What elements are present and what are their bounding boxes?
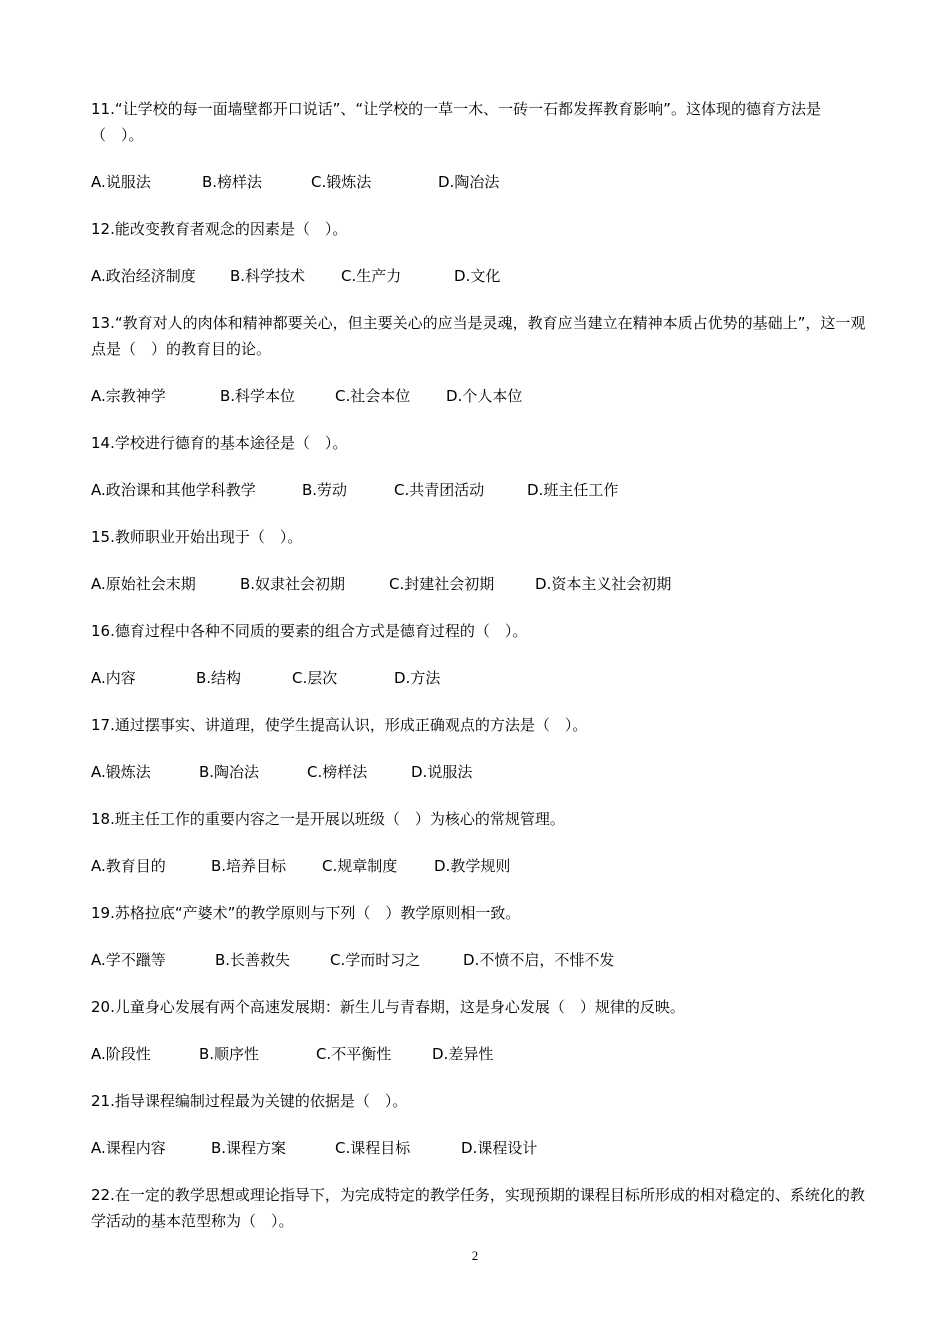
option-a: A.原始社会末期: [91, 575, 196, 593]
answer-options: [91, 947, 871, 973]
option-b: B.奴隶社会初期: [240, 575, 346, 593]
option-d: D.方法: [394, 669, 441, 687]
option-d: D.个人本位: [446, 387, 523, 405]
option-d: D.差异性: [432, 1045, 494, 1063]
option-a: A.锻炼法: [91, 763, 151, 781]
question-list: [91, 96, 871, 1234]
option-b: B.劳动: [302, 481, 348, 499]
option-b: B.结构: [196, 669, 242, 687]
question-stem: 21.指导课程编制过程最为关键的依据是（ ）。: [91, 1092, 408, 1110]
option-a: A.说服法: [91, 173, 151, 191]
option-d: D.不愤不启，不悱不发: [463, 951, 615, 969]
answer-options: [91, 263, 871, 289]
option-a: A.内容: [91, 669, 136, 687]
page-number: 2: [471, 1248, 479, 1263]
option-c: C.社会本位: [335, 387, 411, 405]
option-c: C.封建社会初期: [389, 575, 495, 593]
option-b: B.课程方案: [211, 1139, 287, 1157]
answer-options: [91, 169, 871, 195]
option-d: D.班主任工作: [527, 481, 619, 499]
option-a: A.阶段性: [91, 1045, 151, 1063]
option-d: D.资本主义社会初期: [535, 575, 672, 593]
option-c: C.共青团活动: [394, 481, 485, 499]
option-a: A.学不躐等: [91, 951, 166, 969]
question-stem: 14.学校进行德育的基本途径是（ ）。: [91, 434, 348, 452]
option-b: B.榜样法: [202, 173, 263, 191]
option-c: C.榜样法: [307, 763, 368, 781]
option-d: D.课程设计: [461, 1139, 538, 1157]
question-stem: 12.能改变教育者观念的因素是（ ）。: [91, 220, 348, 238]
option-a: A.课程内容: [91, 1139, 166, 1157]
question-stem: 16.德育过程中各种不同质的要素的组合方式是德育过程的（ ）。: [91, 622, 528, 640]
option-d: D.陶冶法: [438, 173, 500, 191]
option-c: C.锻炼法: [311, 173, 372, 191]
option-a: A.教育目的: [91, 857, 166, 875]
option-d: D.文化: [454, 267, 501, 285]
answer-options: [91, 477, 871, 503]
answer-options: [91, 665, 871, 691]
option-c: C.规章制度: [322, 857, 398, 875]
option-b: B.陶冶法: [199, 763, 260, 781]
option-b: B.顺序性: [199, 1045, 260, 1063]
answer-options: [91, 759, 871, 785]
option-c: C.层次: [292, 669, 338, 687]
option-a: A.宗教神学: [91, 387, 166, 405]
option-c: C.课程目标: [335, 1139, 411, 1157]
option-b: B.科学本位: [220, 387, 296, 405]
option-a: A.政治课和其他学科教学: [91, 481, 256, 499]
option-d: D.说服法: [411, 763, 473, 781]
option-d: D.教学规则: [434, 857, 511, 875]
option-c: C.学而时习之: [330, 951, 421, 969]
option-b: B.培养目标: [211, 857, 287, 875]
question-stem: 13.“教育对人的肉体和精神都要关心，但主要关心的应当是灵魂，教育应当建立在精神本质占优势的基础上”，这一观点是（ ）的教育目的论。: [91, 314, 866, 358]
option-a: A.政治经济制度: [91, 267, 196, 285]
question-stem: 15.教师职业开始出现于（ ）。: [91, 528, 303, 546]
option-b: B.长善救失: [215, 951, 291, 969]
question-stem: 18.班主任工作的重要内容之一是开展以班级（ ）为核心的常规管理。: [91, 810, 565, 828]
answer-options: [91, 853, 871, 879]
question-stem: 20.儿童身心发展有两个高速发展期：新生儿与青春期，这是身心发展（ ）规律的反映。: [91, 998, 685, 1016]
answer-options: [91, 383, 871, 409]
option-c: C.生产力: [341, 267, 402, 285]
answer-options: [91, 571, 871, 597]
question-stem: 22.在一定的教学思想或理论指导下，为完成特定的教学任务，实现预期的课程目标所形成的相对稳定的、系统化的教学活动的基本范型称为（ ）。: [91, 1186, 865, 1230]
question-stem: 19.苏格拉底“产婆术”的教学原则与下列（ ）教学原则相一致。: [91, 904, 521, 922]
question-stem: 17.通过摆事实、讲道理，使学生提高认识，形成正确观点的方法是（ ）。: [91, 716, 588, 734]
option-c: C.不平衡性: [316, 1045, 392, 1063]
answer-options: [91, 1041, 871, 1067]
answer-options: [91, 1135, 871, 1161]
question-stem: 11.“让学校的每一面墙壁都开口说话”、“让学校的一草一木、一砖一石都发挥教育影响”。这体现的德育方法是（ ）。: [91, 100, 821, 144]
option-b: B.科学技术: [230, 267, 306, 285]
